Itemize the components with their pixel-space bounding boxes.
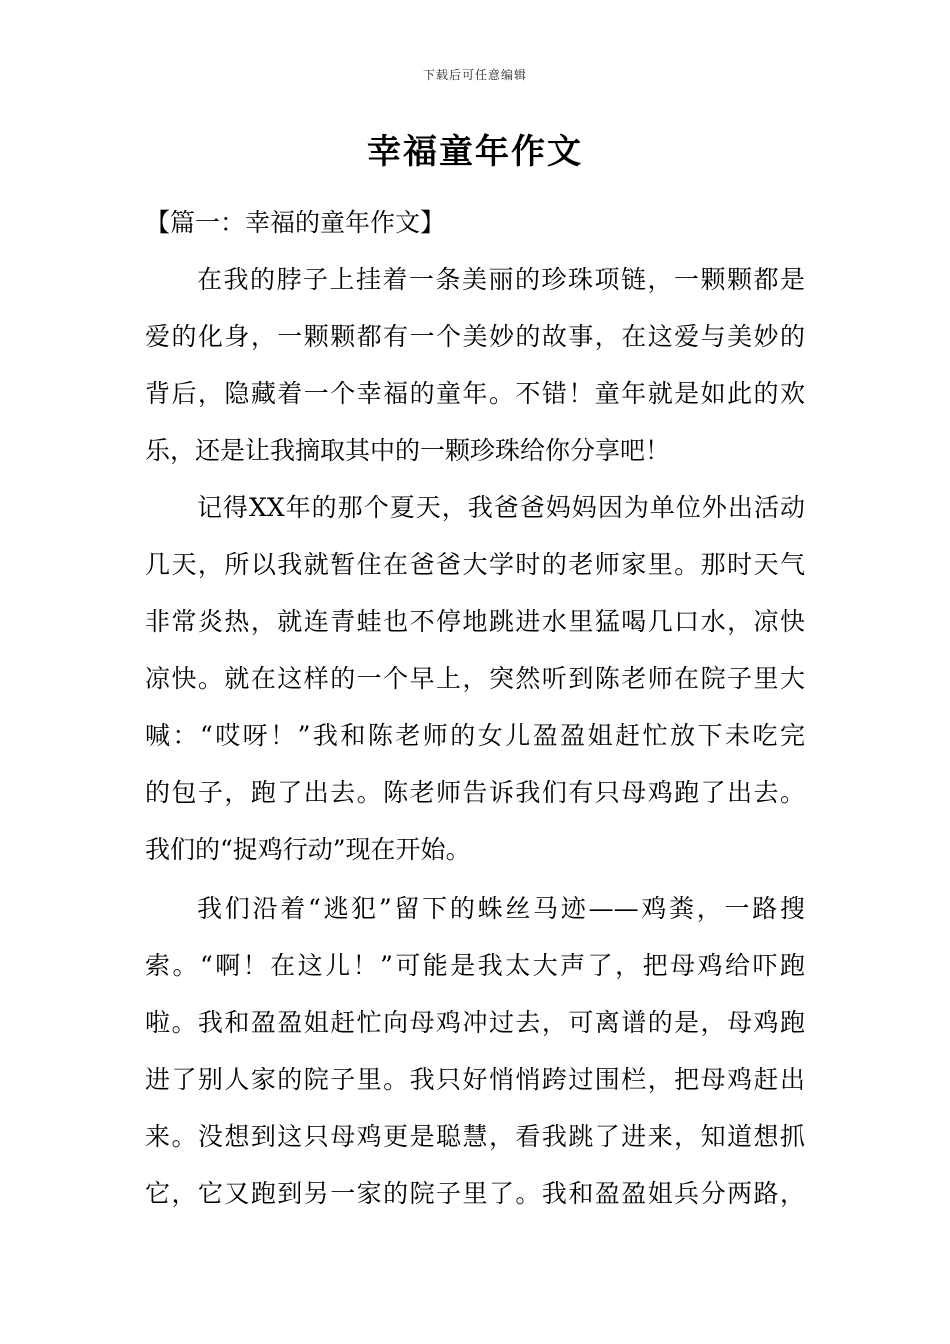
body-line: 啦。我和盈盈姐赶忙向母鸡冲过去，可离谱的是，母鸡跑	[145, 1008, 805, 1037]
body-line: 乐，还是让我摘取其中的一颗珍珠给你分享吧！	[145, 436, 671, 465]
body-line: 我们的“捉鸡行动”现在开始。	[145, 835, 471, 864]
body-line: 背后，隐藏着一个幸福的童年。不错！童年就是如此的欢	[145, 379, 805, 408]
body-line: 非常炎热，就连青蛙也不停地跳进水里猛喝几口水，凉快	[145, 607, 805, 636]
section-heading: 【篇一：幸福的童年作文】	[145, 208, 446, 237]
body-line: 进了别人家的院子里。我只好悄悄跨过围栏，把母鸡赶出	[145, 1065, 805, 1094]
body-line: 记得XX年的那个夏天，我爸爸妈妈因为单位外出活动	[197, 493, 805, 522]
body-line: 我们沿着“逃犯”留下的蛛丝马迹——鸡粪，一路搜	[197, 894, 805, 923]
body-line: 来。没想到这只母鸡更是聪慧，看我跳了进来，知道想抓	[145, 1122, 805, 1151]
body-line: 喊：“哎呀！”我和陈老师的女儿盈盈姐赶忙放下未吃完	[145, 721, 805, 750]
body-line: 在我的脖子上挂着一条美丽的珍珠项链，一颗颗都是	[197, 265, 805, 294]
body-line: 几天，所以我就暂住在爸爸大学时的老师家里。那时天气	[145, 550, 805, 579]
body-line: 的包子，跑了出去。陈老师告诉我们有只母鸡跑了出去。	[145, 778, 805, 807]
page-header-note: 下载后可任意编辑	[422, 68, 527, 82]
body-line: 它，它又跑到另一家的院子里了。我和盈盈姐兵分两路，	[145, 1179, 805, 1208]
document-title: 幸福童年作文	[367, 132, 583, 172]
body-line: 索。“啊！在这儿！”可能是我太大声了，把母鸡给吓跑	[145, 951, 805, 980]
body-line: 爱的化身，一颗颗都有一个美妙的故事，在这爱与美妙的	[145, 322, 805, 351]
body-line: 凉快。就在这样的一个早上，突然听到陈老师在院子里大	[145, 664, 805, 693]
